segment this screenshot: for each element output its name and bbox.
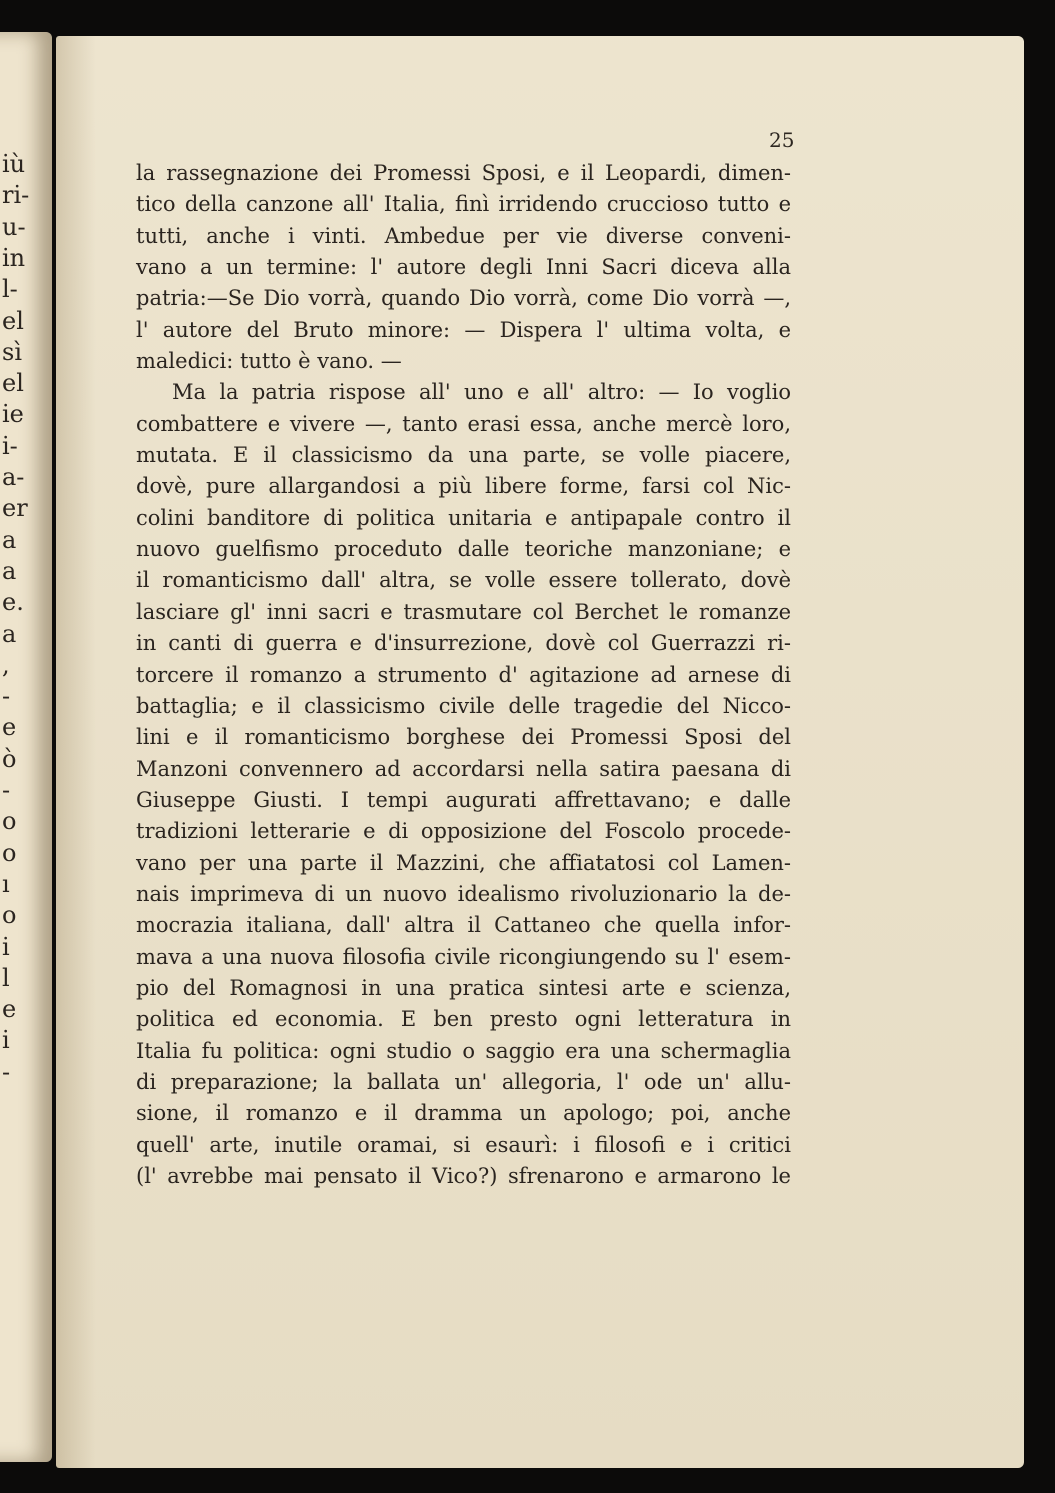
text-line: la rassegnazione dei Promessi Sposi, e il Leopardi, dimen-	[136, 161, 791, 185]
left-page-fragment: ı	[2, 869, 10, 898]
left-page-edge	[0, 32, 52, 1462]
left-page-fragment: i	[2, 1026, 10, 1055]
left-page-fragment: a	[2, 619, 17, 648]
left-page-fragment: a	[2, 556, 17, 585]
left-page-fragment: -	[2, 776, 11, 804]
left-page-fragment: a-	[2, 463, 25, 491]
text-line: di preparazione; la ballata un' allegoria, l' ode un' allu-	[136, 1069, 791, 1094]
text-line: quell' arte, inutile oramai, si esaurì: i filosofi e i critici	[136, 1132, 791, 1157]
left-page-fragment: o	[2, 807, 17, 836]
left-page-fragment: -	[2, 682, 11, 711]
left-page-fragment: e.	[2, 588, 24, 617]
page-number: 25	[769, 128, 795, 152]
text-line: tutti, anche i vinti. Ambedue per vie diverse conveni-	[136, 223, 791, 248]
left-page-fragment: e	[2, 713, 17, 742]
text-line: Italia fu politica: ogni studio o saggio era una schermaglia	[136, 1038, 791, 1063]
left-page-fragment: l	[2, 963, 10, 992]
text-line: Ma la patria rispose all' uno e all' altro: — Io voglio	[172, 380, 791, 405]
body-text	[136, 158, 791, 1192]
left-page-fragment: ie	[2, 400, 24, 429]
left-page-fragment: o	[2, 838, 17, 867]
left-page-fragment: er	[2, 494, 28, 523]
text-line: tico della canzone all' Italia, finì irridendo cruccioso tutto e	[136, 192, 791, 217]
text-line: dovè, pure allargandosi a più libere forme, farsi col Nic-	[136, 474, 791, 499]
left-page-fragment: ri-	[2, 181, 30, 210]
text-line: Manzoni convennero ad accordarsi nella satira paesana di	[136, 756, 791, 781]
right-page	[56, 36, 1024, 1468]
left-page-fragment: iù	[2, 150, 26, 178]
text-line: mocrazia italiana, dall' altra il Cattaneo che quella infor-	[136, 913, 791, 938]
left-page-fragment: el	[2, 306, 24, 335]
text-line: tradizioni letterarie e di opposizione del Foscolo procede-	[136, 819, 791, 844]
left-page-fragment: sì	[2, 337, 22, 366]
left-page-fragment: o	[2, 901, 17, 930]
text-line: vano per una parte il Mazzini, che affiatatosi col Lamen-	[136, 850, 791, 875]
text-line: maledici: tutto è vano. —	[136, 349, 402, 374]
left-page-fragment: in	[2, 243, 26, 272]
text-line: Giuseppe Giusti. I tempi augurati affrettavano; e dalle	[136, 787, 791, 812]
text-line: (l' avrebbe mai pensato il Vico?) sfrenarono e armarono le	[136, 1164, 791, 1188]
text-line: torcere il romanzo a strumento d' agitazione ad arnese di	[136, 662, 791, 687]
left-page-fragment: ,	[2, 650, 10, 679]
left-page-fragment: l-	[2, 275, 18, 304]
text-line: combattere e vivere —, tanto erasi essa, anche mercè loro,	[136, 411, 791, 436]
text-line: nais imprimeva di un nuovo idealismo rivoluzionario la de-	[136, 881, 791, 906]
left-page-fragment: i	[2, 932, 10, 961]
text-line: vano a un termine: l' autore degli Inni Sacri diceva alla	[136, 255, 791, 280]
text-line: lini e il romanticismo borghese dei Promessi Sposi del	[136, 725, 791, 750]
left-page-fragment: u-	[2, 212, 26, 241]
text-line: lasciare gl' inni sacri e trasmutare col Berchet le romanze	[136, 599, 791, 624]
left-page-fragment: i-	[2, 431, 18, 460]
text-line: politica ed economia. E ben presto ogni letteratura in	[136, 1007, 791, 1032]
text-line: mava a una nuova filosofia civile ricongiungendo su l' esem-	[136, 944, 791, 969]
text-line: battaglia; e il classicismo civile delle tragedie del Nicco-	[136, 693, 791, 718]
text-line: patria:—Se Dio vorrà, quando Dio vorrà, come Dio vorrà —,	[136, 286, 791, 311]
left-page-fragment: e	[2, 995, 17, 1024]
text-line: pio del Romagnosi in una pratica sintesi arte e scienza,	[136, 975, 791, 1000]
text-line: nuovo guelfismo proceduto dalle teoriche manzoniane; e	[136, 537, 791, 562]
left-page-fragment: ò	[2, 744, 17, 773]
text-line: colini banditore di politica unitaria e antipapale contro il	[136, 505, 791, 530]
left-page-fragment: -	[2, 1057, 11, 1086]
text-line: sione, il romanzo e il dramma un apologo; poi, anche	[136, 1101, 791, 1126]
text-line: mutata. E il classicismo da una parte, se volle piacere,	[136, 443, 791, 468]
left-page-fragment: a	[2, 525, 17, 554]
text-line: l' autore del Bruto minore: — Dispera l' ultima volta, e	[136, 317, 791, 342]
left-page-fragment: el	[2, 369, 24, 398]
text-line: in canti di guerra e d'insurrezione, dovè col Guerrazzi ri-	[136, 631, 791, 656]
text-line: il romanticismo dall' altra, se volle essere tollerato, dovè	[136, 568, 791, 593]
